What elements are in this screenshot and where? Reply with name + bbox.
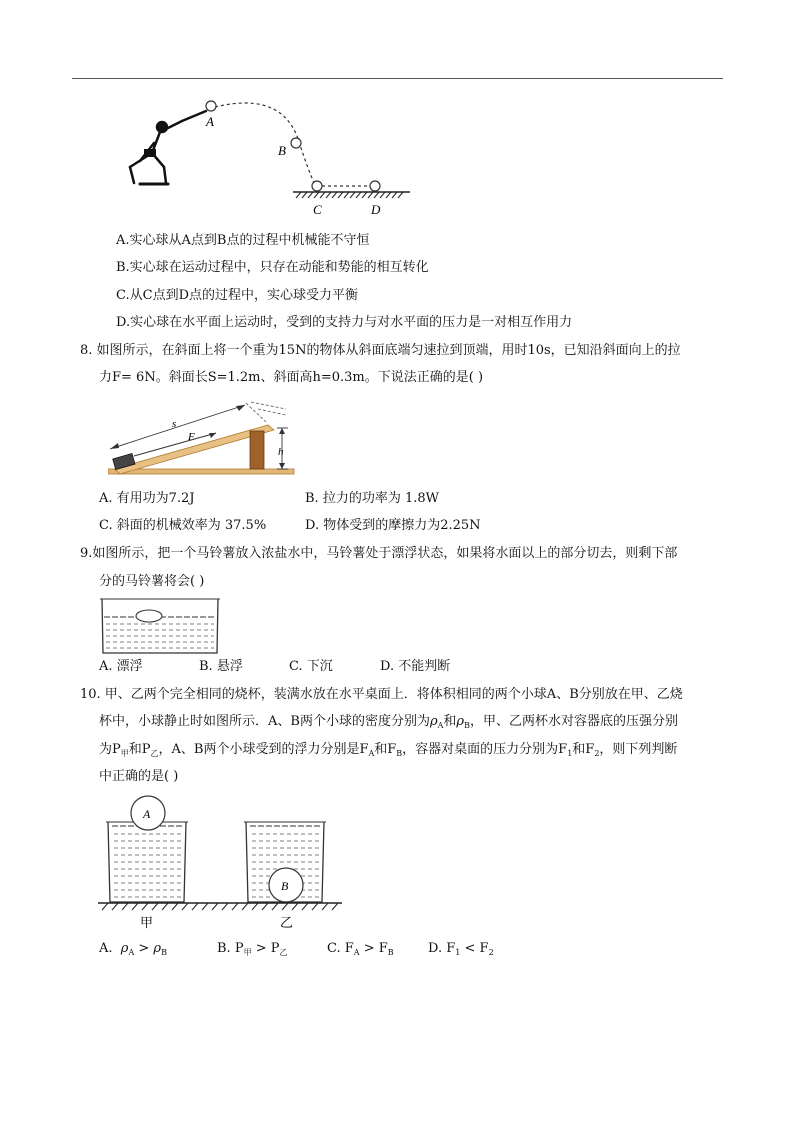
q9-option-c: C. 下沉 — [289, 659, 333, 674]
ball-at-c — [312, 181, 322, 191]
label-d: D — [371, 202, 381, 215]
label-cup-jia: 甲 — [140, 916, 154, 931]
q9-stem-line2: 分的马铃薯将会( ) — [99, 574, 205, 589]
q8-option-c: C. 斜面的机械效率为 37.5% — [99, 518, 267, 533]
label-c: C — [313, 202, 322, 215]
q7-option-a: A.实心球从A点到B点的过程中机械能不守恒 — [116, 233, 370, 248]
q7-option-c: C.从C点到D点的过程中，实心球受力平衡 — [116, 288, 358, 303]
label-f: F — [188, 431, 195, 443]
athlete-icon — [130, 111, 206, 184]
label-cup-yi: 乙 — [280, 916, 294, 931]
q10-option-b: B. $P_甲 > P_乙$ — [217, 941, 288, 957]
label-s: s — [172, 418, 177, 430]
potato-shape — [136, 610, 162, 622]
q7-option-d: D.实心球在水平面上运动时，受到的支持力与对水平面的压力是一对相互作用力 — [116, 315, 573, 330]
q10-stem-line2: 杯中，小球静止时如图所示．A、B两个小球的密度分别为$\rho_A$和$\rho_B$，甲、乙两杯水对容器底的压强分别 — [99, 714, 678, 730]
q9-option-b: B. 悬浮 — [199, 659, 243, 674]
q9-option-d: D. 不能判断 — [380, 659, 451, 674]
label-ball-b: B — [281, 879, 289, 893]
beaker-outline — [102, 599, 218, 653]
q10-stem-line3: 为$P_甲$和$P_乙$，A、B两个小球受到的浮力分别是$F_A$和$F_B$，容器对桌面的压力分别为$F_1$和$F_2$，则下列判断 — [99, 742, 678, 758]
q8-option-a: A. 有用功为7.2J — [99, 491, 195, 506]
q8-option-d: D. 物体受到的摩擦力为2.25N — [305, 518, 481, 533]
q7-option-b: B.实心球在运动过程中，只存在动能和势能的相互转化 — [116, 260, 429, 275]
q9-stem-line1: 9.如图所示，把一个马铃薯放入浓盐水中，马铃薯处于漂浮状态，如果将水面以上的部分切去，则剩下部 — [80, 546, 678, 561]
label-a: A — [206, 114, 214, 129]
force-arrowhead — [209, 433, 216, 438]
q10-option-c: C. $F_A > F_B$ — [327, 941, 394, 957]
ball-at-d — [370, 181, 380, 191]
potato-beaker-figure — [100, 598, 220, 656]
q8-stem-line2: 力F= 6N。斜面长S=1.2m、斜面高h=0.3m。下说法正确的是( ) — [99, 370, 484, 385]
beaker-jia-outline — [108, 822, 186, 902]
q9-option-a: A. 漂浮 — [99, 659, 143, 674]
ball-at-b — [291, 138, 301, 148]
q10-option-a: A. $\rho_A > \rho_B$ — [99, 941, 167, 957]
label-b: B — [278, 143, 286, 158]
incline-figure — [108, 397, 308, 479]
label-ball-a: A — [143, 807, 151, 821]
label-h: h — [278, 446, 284, 458]
q10-stem-line4: 中正确的是( ) — [99, 769, 179, 784]
q8-option-b: B. 拉力的功率为 1.8W — [305, 491, 439, 506]
ball-at-a — [206, 101, 216, 111]
shotput-figure — [110, 95, 410, 215]
q10-stem-line1: 10. 甲、乙两个完全相同的烧杯，装满水放在水平桌面上．将体积相同的两个小球A、B分别放在甲、乙烧 — [80, 687, 683, 702]
header-rule — [72, 78, 723, 79]
two-beakers-figure — [98, 794, 348, 934]
q8-stem-line1: 8. 如图所示，在斜面上将一个重为15N的物体从斜面底端匀速拉到顶端，用时10s，已知沿斜面向上的拉 — [80, 343, 681, 358]
q10-option-d: D. $F_1 < F_2$ — [428, 941, 494, 957]
support-block — [250, 431, 264, 469]
